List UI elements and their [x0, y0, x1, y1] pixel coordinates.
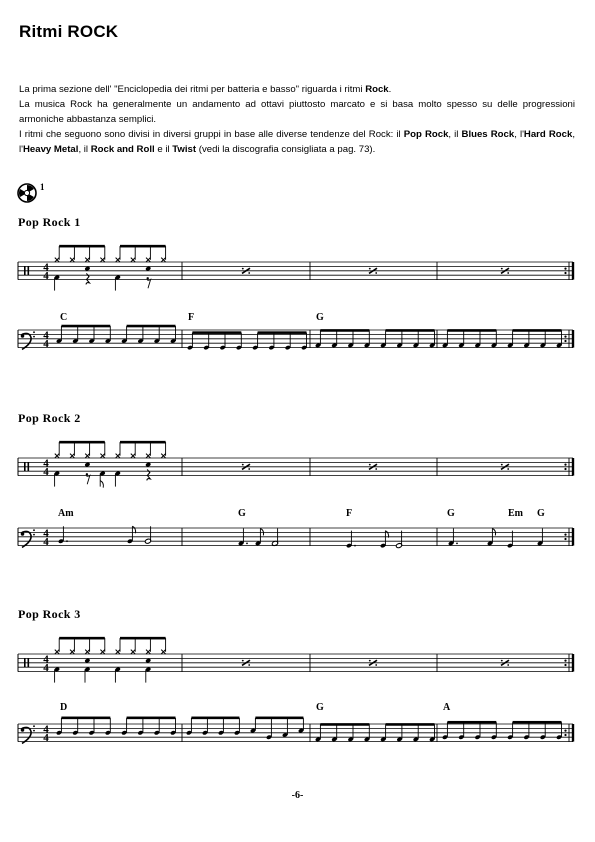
augmentation-dot: [66, 540, 68, 542]
repeat-dot: [564, 336, 566, 338]
hihat-note: [70, 650, 74, 654]
hihat-note: [70, 454, 74, 458]
repeat-dot: [564, 464, 566, 466]
repeat-dot: [564, 468, 566, 470]
beam: [59, 245, 105, 248]
hihat-note: [55, 454, 59, 458]
time-signature-bottom: 4: [43, 662, 49, 675]
time-signature-top: 4: [43, 457, 49, 470]
beam: [447, 721, 496, 724]
hihat-note: [85, 454, 89, 458]
beam: [192, 331, 241, 334]
intro-line-1: La prima sezione dell' "Enciclopedia dei ritmi per batteria e basso" riguarda i ritmi Rock.: [19, 84, 392, 95]
percussion-clef-icon: [28, 658, 30, 667]
time-signature-top: 4: [43, 527, 49, 540]
augmentation-dot: [354, 545, 356, 547]
repeat-dot: [564, 340, 566, 342]
flag: [100, 481, 103, 488]
chord-symbol: Em: [508, 508, 523, 519]
hihat-note: [146, 454, 150, 458]
beam: [120, 637, 166, 640]
repeat-dot: [564, 664, 566, 666]
hihat-note: [161, 454, 165, 458]
beam: [120, 245, 166, 248]
beam: [127, 717, 176, 720]
drum-staff: [18, 637, 573, 683]
hihat-note: [85, 258, 89, 262]
time-signature-bottom: 4: [43, 338, 49, 351]
chord-symbol: G: [316, 312, 324, 323]
hihat-note: [161, 650, 165, 654]
chord-symbol: G: [447, 508, 455, 519]
chord-symbol: Am: [58, 508, 74, 519]
section-title-pop-rock-3: Pop Rock 3: [18, 607, 81, 621]
section-title-pop-rock-1: Pop Rock 1: [18, 215, 81, 229]
repeat-dot: [564, 268, 566, 270]
hihat-note: [161, 258, 165, 262]
beam: [320, 723, 369, 726]
page-number: -6-: [291, 790, 304, 801]
beam: [120, 441, 166, 444]
beam: [386, 329, 435, 332]
hihat-note: [85, 650, 89, 654]
time-signature-top: 4: [43, 723, 49, 736]
chord-symbol: D: [60, 702, 68, 713]
time-signature-top: 4: [43, 653, 49, 666]
augmentation-dot: [456, 543, 458, 545]
flag: [260, 528, 263, 535]
drum-staff: [18, 441, 573, 488]
eighth-rest: [147, 277, 151, 288]
beam: [61, 325, 110, 328]
time-signature-top: 4: [43, 261, 49, 274]
hihat-note: [116, 454, 120, 458]
beam: [191, 717, 239, 720]
bass-staff: [18, 702, 573, 744]
hihat-note: [146, 650, 150, 654]
beam: [320, 329, 369, 332]
hihat-note: [100, 650, 104, 654]
repeat-dot: [564, 660, 566, 662]
chord-symbol: F: [346, 508, 353, 519]
chord-symbol: G: [537, 508, 545, 519]
hihat-note: [100, 454, 104, 458]
hihat-note: [100, 258, 104, 262]
beam: [255, 717, 303, 720]
hihat-note: [131, 650, 135, 654]
chord-symbol: F: [188, 312, 195, 323]
beam: [447, 329, 496, 332]
time-signature-bottom: 4: [43, 466, 49, 479]
chord-symbol: A: [443, 702, 451, 713]
bass-staff: [18, 508, 573, 548]
repeat-dot: [564, 734, 566, 736]
hihat-note: [131, 258, 135, 262]
time-signature-bottom: 4: [43, 732, 49, 745]
percussion-clef-icon: [24, 266, 26, 275]
chord-symbol: C: [60, 312, 68, 323]
time-signature-top: 4: [43, 329, 49, 342]
cd-track-number: 1: [40, 182, 45, 192]
repeat-dot: [564, 272, 566, 274]
beam: [59, 637, 105, 640]
repeat-dot: [564, 538, 566, 540]
beam: [127, 325, 176, 328]
time-signature-bottom: 4: [43, 536, 49, 549]
percussion-clef-icon: [28, 266, 30, 275]
percussion-clef-icon: [24, 462, 26, 471]
bass-staff: [18, 312, 573, 350]
percussion-clef-icon: [24, 658, 26, 667]
repeat-dot: [564, 534, 566, 536]
beam: [258, 331, 307, 334]
hihat-note: [116, 650, 120, 654]
beam: [61, 717, 110, 720]
chord-symbol: G: [316, 702, 324, 713]
chord-symbol: G: [238, 508, 246, 519]
hihat-note: [116, 258, 120, 262]
intro-line-2: La musica Rock ha generalmente un andamento ad ottavi piuttosto marcato e si basa molto spesso su delle progressioni armoniche abbastanza semplici.: [19, 99, 575, 125]
eighth-rest: [86, 473, 90, 484]
time-signature-bottom: 4: [43, 270, 49, 283]
repeat-dot: [564, 730, 566, 732]
beam: [513, 329, 562, 332]
flag: [492, 528, 495, 535]
hihat-note: [55, 650, 59, 654]
page-title: Ritmi ROCK: [19, 22, 119, 41]
beam: [513, 721, 562, 724]
hihat-note: [131, 454, 135, 458]
intro-line-3: I ritmi che seguono sono divisi in diversi gruppi in base alle diverse tendenze del Rock: il Pop Rock, il Blues Rock, l'Hard Rock, l'Heavy Metal, il Rock and Roll e il Twist (vedi la discografia consigliata a pag. 73).: [19, 129, 575, 155]
drum-staff: [18, 245, 573, 291]
hihat-note: [55, 258, 59, 262]
beam: [386, 723, 435, 726]
augmentation-dot: [246, 543, 248, 545]
hihat-note: [70, 258, 74, 262]
hihat-note: [146, 258, 150, 262]
beam: [59, 441, 105, 444]
section-title-pop-rock-2: Pop Rock 2: [18, 411, 81, 425]
percussion-clef-icon: [28, 462, 30, 471]
